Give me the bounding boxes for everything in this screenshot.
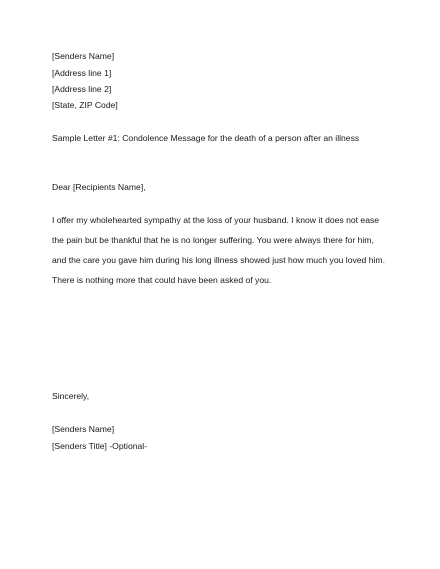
body-line-3: and the care you gave him during his long illness showed just how much you loved him. — [52, 255, 385, 265]
sender-state-zip: [State, ZIP Code] — [52, 100, 118, 110]
sender-name: [Senders Name] — [52, 51, 115, 61]
sender-address-line-2: [Address line 2] — [52, 84, 112, 94]
body-line-1: I offer my wholehearted sympathy at the loss of your husband. I know it does not ease — [52, 215, 380, 225]
salutation: Dear [Recipients Name], — [52, 182, 146, 192]
body-line-2: the pain but be thankful that he is no longer suffering. You were always there for him, — [52, 235, 374, 245]
sender-address-line-1: [Address line 1] — [52, 68, 112, 78]
body-line-4: There is nothing more that could have been asked of you. — [52, 275, 272, 285]
letter-subject: Sample Letter #1: Condolence Message for the death of a person after an illness — [52, 133, 360, 143]
signature-title: [Senders Title] -Optional- — [52, 441, 148, 451]
signature-name: [Senders Name] — [52, 424, 115, 434]
closing: Sincerely, — [52, 391, 90, 401]
